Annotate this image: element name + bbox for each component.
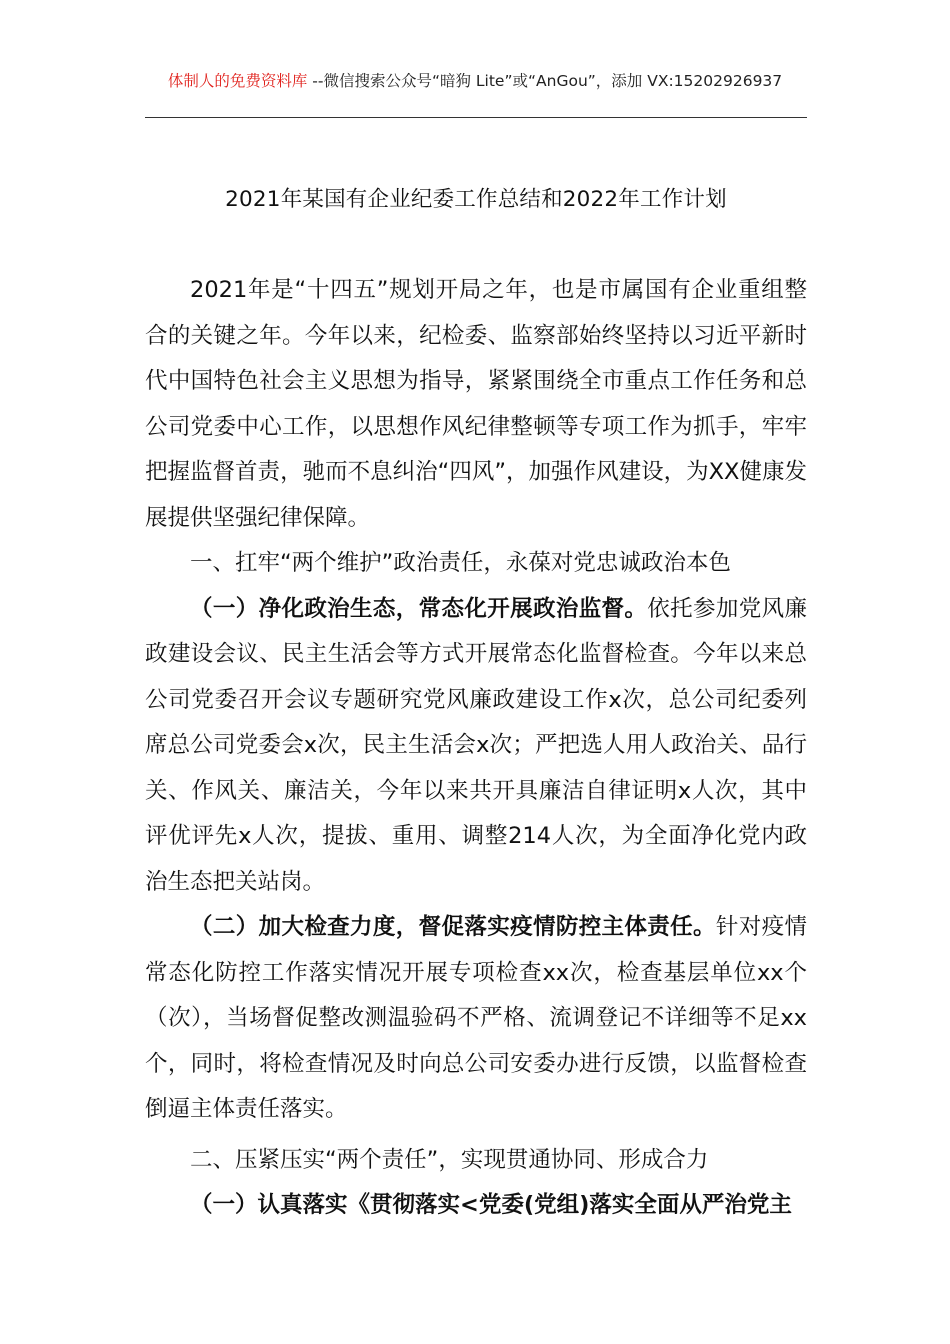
paragraph-intro [145,268,807,541]
paragraph-text: 针对疫情常态化防控工作落实情况开展专项检查xx次，检查基层单位xx个（次），当场督促整改测温验码不严格、流调登记不详细等不足xx个，同时，将检查情况及时向总公司安委办进行反馈，以监督检查倒逼主体责任落实。 [145,914,807,1122]
paragraph-1-2 [145,905,807,1133]
section-heading-1 [145,541,807,587]
paragraph-2-1 [145,1183,807,1229]
paragraph-text: 二、压紧压实“两个责任”，实现贯通协同、形成合力 [190,1146,709,1173]
document-body [145,268,807,1229]
paragraph-lead: （一）认真落实《贯彻落实<党委(党组)落实全面从严治党主 [190,1192,792,1218]
paragraph-text: 2021年是“十四五”规划开局之年，也是市属国有企业重组整合的关键之年。今年以来，纪检委、监察部始终坚持以习近平新时代中国特色社会主义思想为指导，紧紧围绕全市重点工作任务和总公司党委中心工作，以思想作风纪律整顿等专项工作为抓手，牢牢把握监督首责，驰而不息纠治“四风”，加强作风建设，为XX健康发展提供坚强纪律保障。 [145,277,807,531]
page-header [145,70,805,93]
paragraph-lead: （一）净化政治生态，常态化开展政治监督。 [190,595,648,622]
paragraph-text: 一、扛牢“两个维护”政治责任，永葆对党忠诚政治本色 [190,550,731,576]
paragraph-lead: （二）加大检查力度，督促落实疫情防控主体责任。 [190,914,716,940]
document-title: 2021年某国有企业纪委工作总结和2022年工作计划 [225,187,727,212]
header-notice: --微信搜索公众号“暗狗 Lite”或“AnGou”，添加 VX:15202926937 [307,72,783,90]
paragraph-1-1 [145,587,807,906]
header-divider [145,117,807,118]
section-heading-2 [145,1138,807,1184]
header-brand: 体制人的免费资料库 [167,72,308,90]
paragraph-text: 依托参加党风廉政建设会议、民主生活会等方式开展常态化监督检查。今年以来总公司党委召开会议专题研究党风廉政建设工作x次，总公司纪委列席总公司党委会x次，民主生活会x次；严把选人用人政治关、品行关、作风关、廉洁关，今年以来共开具廉洁自律证明x人次，其中评优评先x人次，提拔、重用、调整214人次，为全面净化党内政治生态把关站岗。 [145,595,807,895]
